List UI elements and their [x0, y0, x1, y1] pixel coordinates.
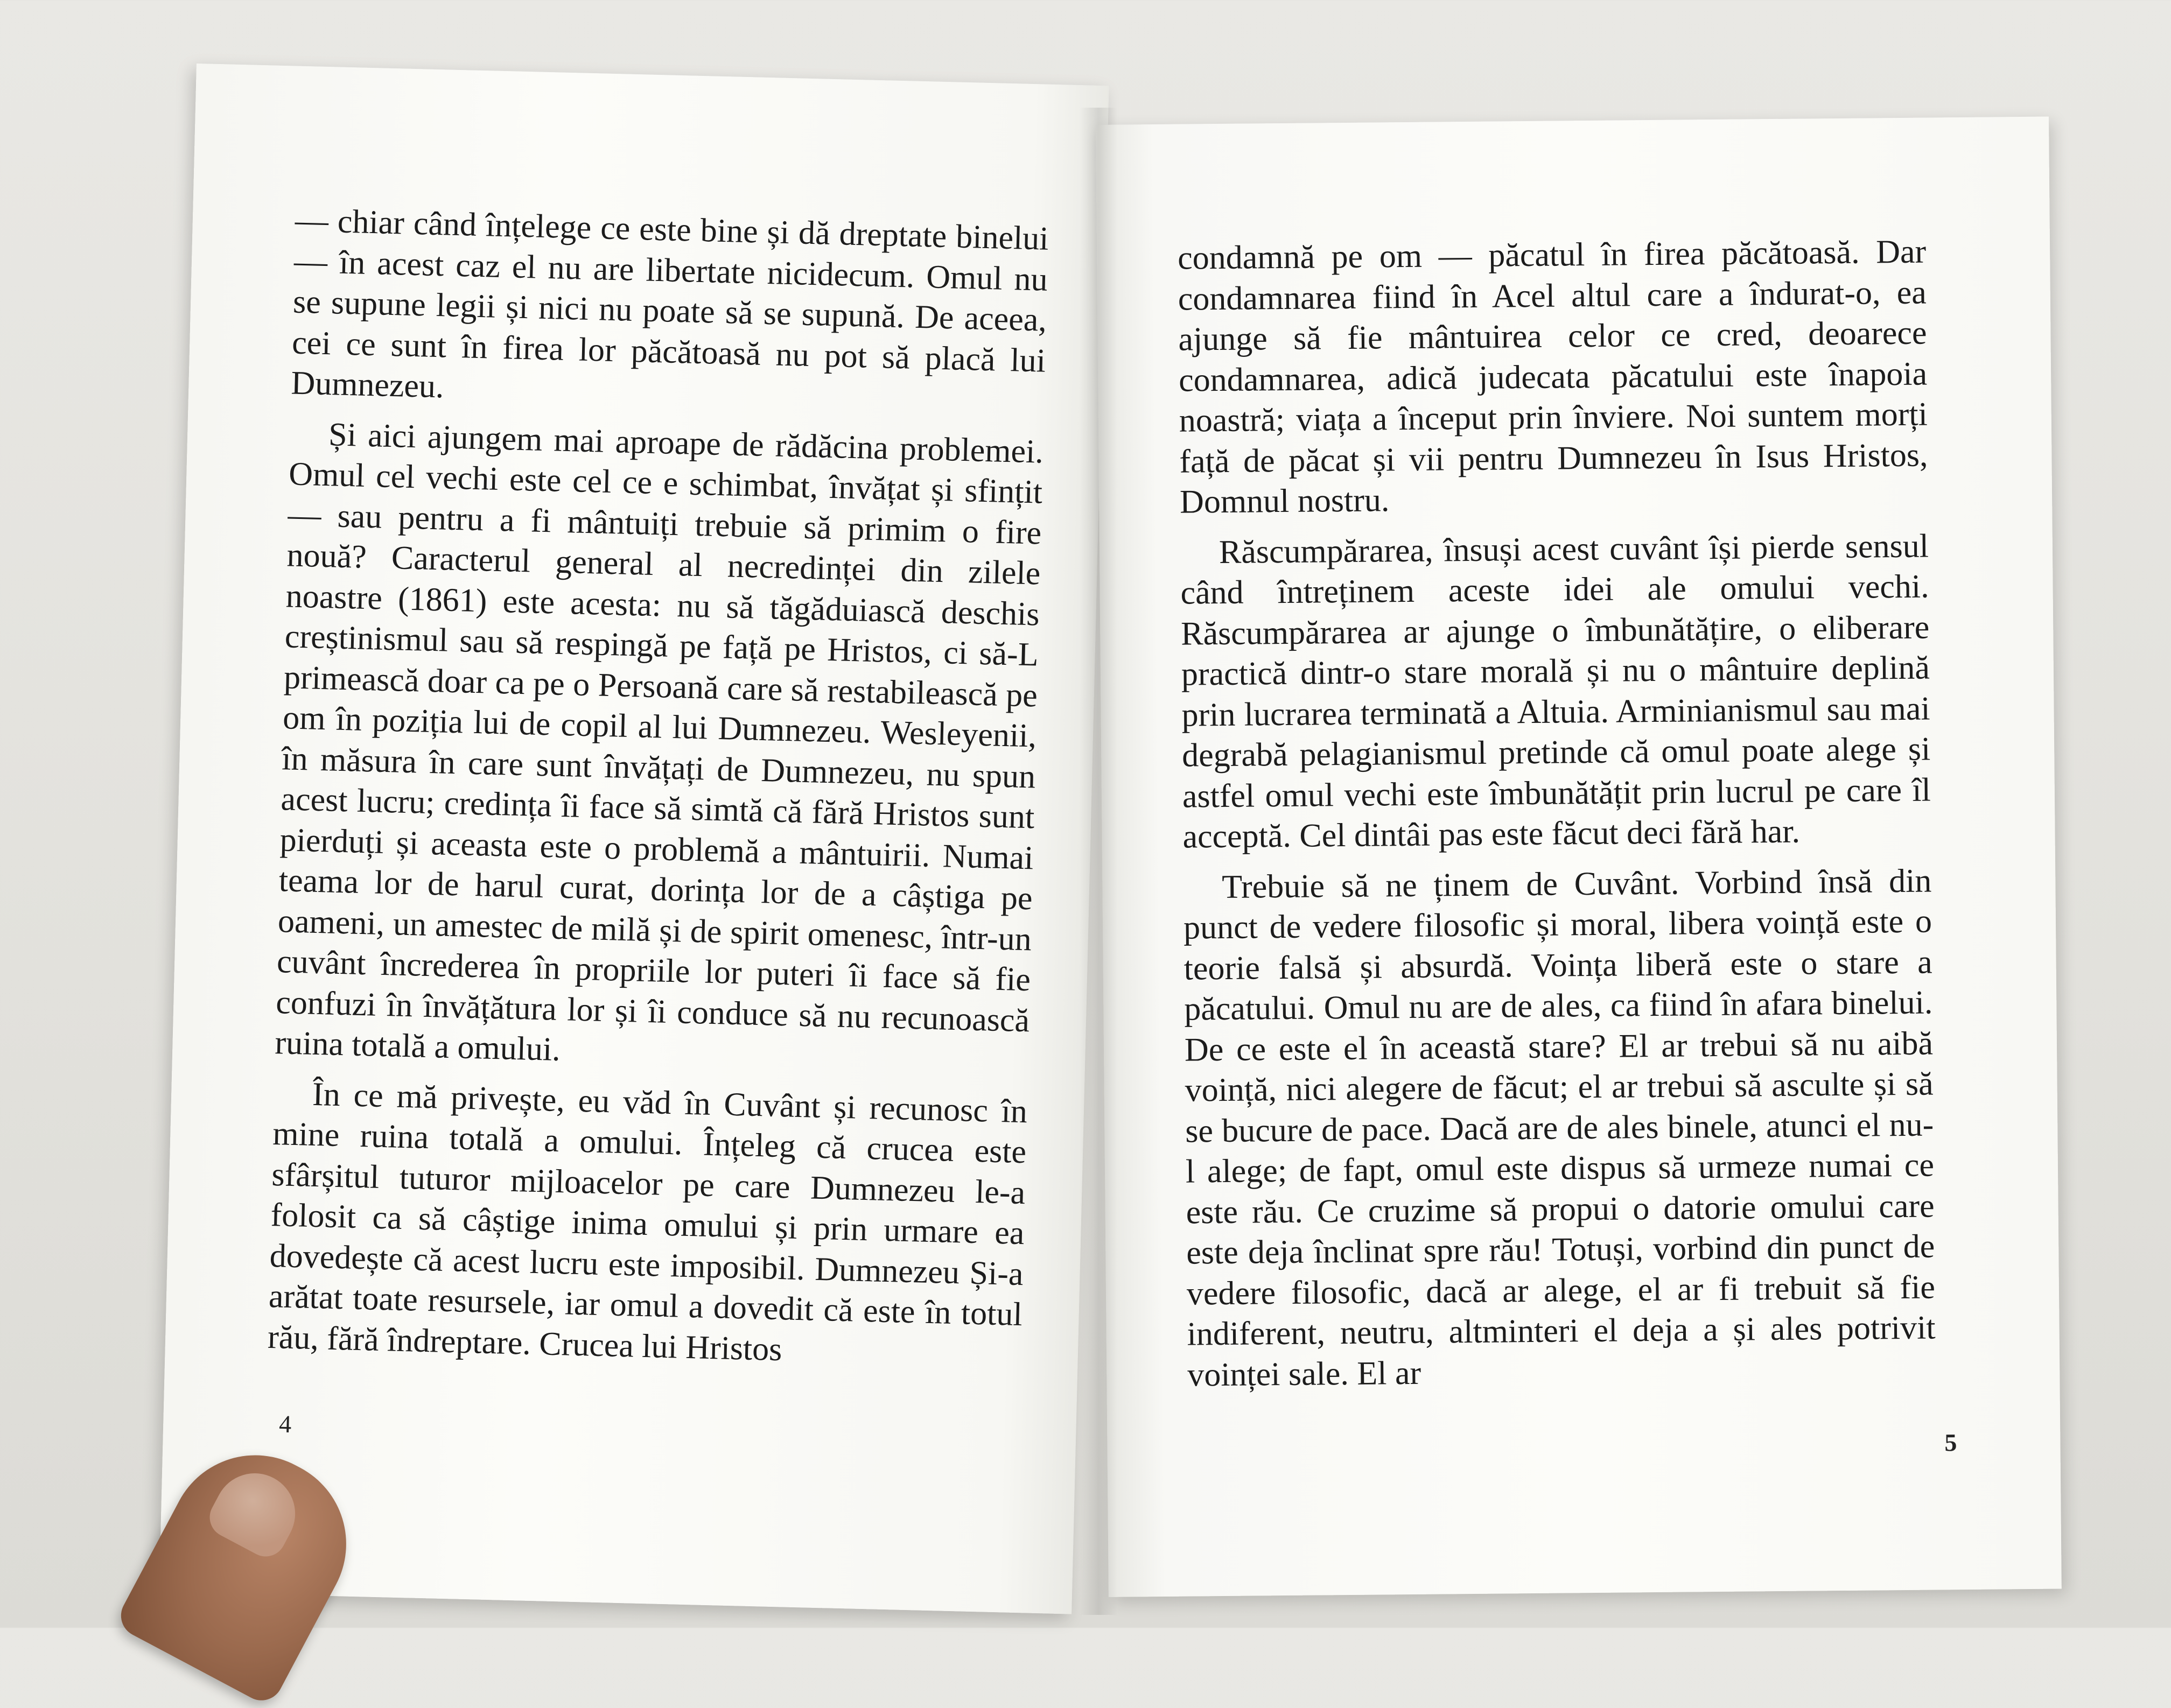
- paragraph: condamnă pe om — păcatul în firea păcătoasă. Dar condamnarea fiind în Acel altul care a îndurat-o, ea ajunge să fie mântuirea celor ce cred, deoarece condamnarea, adică judecata păcatului este înapoia noastră; viața a început prin înviere. Noi suntem morți față de păcat și vii pentru Dumnezeu în Isus Hristos, Domnul nostru.: [1177, 233, 1928, 521]
- right-page-text: [1178, 232, 1936, 1405]
- page-number-right: 5: [1944, 1429, 1957, 1457]
- left-page-text: [267, 201, 1049, 1386]
- paragraph: — chiar când înțelege ce este bine și dă dreptate binelui — în acest caz el nu are libertate nicidecum. Omul nu se supune legii și nici nu poate să se supună. De aceea, cei ce sunt în firea lor păcătoasă nu pot să placă lui Dumnezeu.: [290, 202, 1049, 405]
- paragraph: Răscumpărarea, însuși acest cuvânt își pierde sensul când întreținem aceste idei ale omului vechi. Răscumpărarea ar ajunge o îmbunătățire, o eliberare practică dintr-o stare morală și nu o mântuire deplină prin lucrarea terminată a Altuia. Arminianismul sau mai degrabă pelagianismul pretinde că omul poate alege și astfel omul vechi este îmbunătățit prin lucrul pe care îl acceptă. Cel dintâi pas este făcut deci fără har.: [1180, 528, 1931, 855]
- book-gutter: [1080, 108, 1117, 1615]
- left-page: [159, 64, 1109, 1614]
- paragraph: Și aici ajungem mai aproape de rădăcina problemei. Omul cel vechi este cel ce e schimbat, învățat și sfințit — sau pentru a fi mântuiți trebuie să primim o fire nouă? Caracterul general al necredinței din zilele noastre (1861) este acesta: nu să tăgăduiască deschis creștinismul sau să respingă pe față pe Hristos, ci să-L primească doar ca pe o Persoană care să restabilească pe om în poziția lui de copil al lui Dumnezeu. Wesleyenii, în măsura în care sunt învățați de Dumnezeu, nu spun acest lucru; credința îi face să simtă că fără Hristos sunt pierduți și aceasta este o problemă a mântuirii. Numai teama lor de harul curat, dorința lor de a câștiga pe oameni, un amestec de milă și de spirit omenesc, într-un cuvânt încrederea în propriile lor puteri îi face să fie confuzi în învățătura lor și îi conduce să nu recunoască ruina totală a omului.: [274, 416, 1044, 1069]
- right-page: [1096, 117, 2062, 1597]
- paragraph: În ce mă privește, eu văd în Cuvânt și recunosc în mine ruina totală a omului. Înțeleg că crucea este sfârșitul tuturor mijloacelor pe care Dumnezeu le-a folosit ca să câștige inima omului și prin urmare ea dovedește că acest lucru este imposibil. Dumnezeu Și-a arătat toate resursele, iar omul a dovedit că este în totul rău, fără îndreptare. Crucea lui Hristos: [267, 1076, 1028, 1368]
- thumbnail-nail: [202, 1459, 309, 1564]
- paragraph: Trebuie să ne ținem de Cuvânt. Vorbind însă din punct de vedere filosofic și moral, libera voință este o teorie falsă și absurdă. Voința liberă este o stare a păcatului. Omul nu are de ales, ca fiind în afara binelui. De ce este el în această stare? El ar trebui să nu aibă voință, nici alegere de făcut; el ar trebui să asculte și să se bucure de pace. Dacă are de ales binele, atunci el nu-l alege; de fapt, omul este dispus să urmeze numai ce este rău. Ce cruzime să propui o datorie omului care este deja înclinat spre rău! Totuși, vorbind din punct de vedere filosofic, dacă ar alege, el ar fi trebuit să fie indiferent, neutru, altminteri el deja a și ales potrivit voinței sale. El ar: [1183, 862, 1936, 1394]
- page-number-left: 4: [278, 1410, 292, 1438]
